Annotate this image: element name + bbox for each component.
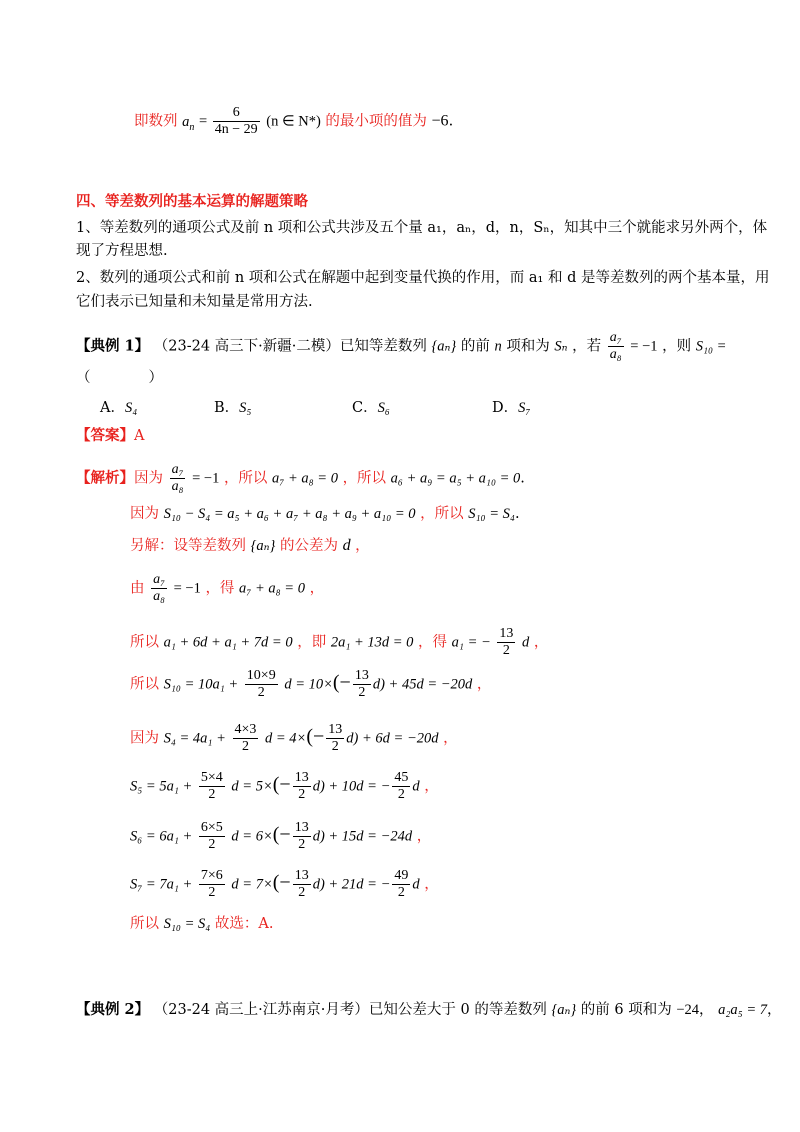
analysis-l10-fraction: $\frac{7\times 6}{2}$ — [200, 868, 223, 900]
analysis-l7-rhs: d) + 6d = −20d — [346, 730, 439, 747]
analysis-l9-end: ， — [416, 828, 432, 845]
example2-question — [76, 1000, 782, 1020]
analysis-l2-result: S₁₀ = S₄ — [468, 506, 515, 522]
option-a-value: S₄ — [124, 400, 138, 416]
header-domain: (n ∈ N*) — [266, 113, 321, 130]
analysis-line-4 — [130, 572, 324, 605]
section-p1-line2: 现了方程思想. — [76, 243, 168, 259]
example1-tag: 【典例 1】 — [76, 337, 150, 355]
option-c-label: C． — [352, 400, 378, 416]
analysis-l5-fraction: $\frac{13}{2}$ — [499, 626, 514, 658]
analysis-l9-paren: (− — [272, 823, 291, 846]
analysis-l9-rhs: d) + 15d = −24d — [312, 828, 413, 845]
analysis-l5-end: ， — [533, 634, 549, 651]
analysis-l9-mid: d = 6× — [231, 828, 273, 845]
example1-mid2: 项和为 — [506, 338, 550, 355]
analysis-l7-because: 因为 — [130, 730, 159, 747]
analysis-l1-eq: = −1 — [192, 470, 220, 487]
example1-s10: S₁₀ = — [695, 338, 727, 355]
analysis-l11-choice: 故选：A. — [214, 916, 274, 932]
analysis-l7-end: ， — [443, 730, 458, 747]
analysis-l2-end: . — [514, 506, 520, 522]
example1-question — [76, 330, 726, 363]
header-line — [134, 105, 453, 138]
header-seq: $a_n$ — [182, 113, 195, 133]
analysis-l7-lhs: S₄ = 4a₁ + — [163, 730, 226, 747]
example1-eq: = −1 — [630, 338, 658, 355]
analysis-l7-fraction2: $\frac{13}{2}$ — [328, 722, 343, 754]
analysis-l10-fraction3: $\frac{49}{2}$ — [394, 868, 409, 900]
analysis-l4-expr: a₇ + a₈ = 0 — [239, 580, 305, 597]
analysis-l1-expr2: a₆ + a₉ = a₅ + a₁₀ = 0 — [390, 470, 521, 487]
analysis-l10-d: d — [412, 876, 420, 893]
analysis-l5-so: 所以 — [130, 634, 159, 651]
option-d-value: S₇ — [518, 400, 531, 416]
analysis-l5-a1: a₁ = − — [451, 634, 491, 651]
answer-tag: 【答案】 — [76, 427, 134, 444]
option-a[interactable] — [100, 396, 137, 417]
analysis-line-1 — [76, 462, 525, 495]
example2-comma: ， — [699, 1002, 714, 1018]
analysis-line-3 — [130, 536, 370, 556]
analysis-l1-so: ，所以 — [223, 470, 268, 487]
analysis-l7-paren: (− — [306, 725, 325, 748]
example2-tag: 【典例 2】 — [76, 1001, 150, 1018]
section-p1-line1: 1、等差数列的通项公式及前 n 项和公式共涉及五个量 a₁，aₙ，d，n，Sₙ，知其中三个就能求另外两个，体 — [76, 220, 768, 236]
analysis-l2-expr: S₁₀ − S₄ = a₅ + a₆ + a₇ + a₈ + a₉ + a₁₀ = 0 — [163, 506, 416, 522]
analysis-l3-alt: 另解：设等差数列 — [130, 538, 246, 554]
example1-n: n — [494, 338, 502, 355]
analysis-l9-fraction: $\frac{6\times 5}{2}$ — [200, 820, 223, 852]
section-p2-line2: 它们表示已知量和未知量是常用方法. — [76, 294, 313, 310]
example1-seq: {aₙ} — [431, 338, 457, 355]
analysis-l10-lhs: S₇ = 7a₁ + — [130, 876, 193, 893]
analysis-l6-fraction: $\frac{10\times 9}{2}$ — [246, 668, 276, 700]
analysis-l3-end: ， — [355, 538, 370, 554]
analysis-l6-fraction2: $\frac{13}{2}$ — [354, 668, 369, 700]
example1-then: ，则 — [662, 338, 692, 355]
analysis-l4-fraction: $\frac{\text{a₇}}{\text{a₈}}$ — [153, 572, 165, 604]
option-d[interactable] — [492, 396, 530, 417]
analysis-line-2 — [130, 504, 520, 524]
example2-end: ， — [767, 1002, 782, 1018]
option-a-label: A． — [100, 400, 125, 416]
header-eq: = — [198, 113, 211, 130]
analysis-line-5 — [130, 626, 548, 659]
analysis-l5-expr2: 2a₁ + 13d = 0 — [330, 634, 414, 651]
analysis-l4-get: ，得 — [205, 580, 235, 597]
analysis-l8-d: d — [412, 778, 420, 795]
example2-seq: {aₙ} — [551, 1002, 577, 1018]
analysis-l5-expr1: a₁ + 6d + a₁ + 7d = 0 — [163, 634, 293, 651]
analysis-l6-end: ， — [476, 676, 492, 693]
example1-source: （23-24 高三下·新疆·二模）已知等差数列 — [153, 338, 427, 355]
analysis-l2-so: ，所以 — [420, 506, 464, 522]
answer-line — [76, 426, 144, 446]
analysis-l10-mid: d = 7× — [231, 876, 273, 893]
example1-fraction: $\frac{\text{a₇}}{\text{a₈}}$ — [609, 330, 622, 362]
analysis-l10-end: ， — [424, 876, 439, 893]
analysis-l10-paren: (− — [272, 871, 291, 894]
analysis-line-10 — [130, 868, 439, 901]
analysis-l8-rhs: d) + 10d = − — [312, 778, 391, 795]
option-c-value: S₆ — [377, 400, 390, 416]
analysis-l8-mid: d = 5× — [231, 778, 273, 795]
analysis-l8-paren: (− — [272, 773, 291, 796]
analysis-l11-so: 所以 — [130, 916, 159, 932]
header-suffix: 的最小项的值为 — [325, 113, 427, 130]
analysis-l4-eq: = −1 — [173, 580, 201, 597]
analysis-l3-d: d — [342, 537, 351, 554]
analysis-l9-fraction2: $\frac{13}{2}$ — [294, 820, 309, 852]
analysis-l6-mid: d = 10× — [284, 676, 333, 693]
analysis-l1-end: . — [520, 470, 525, 487]
header-end: . — [448, 113, 454, 130]
analysis-l6-so: 所以 — [130, 676, 159, 693]
analysis-line-7 — [130, 722, 458, 755]
analysis-l7-fraction: $\frac{4\times 3}{2}$ — [234, 722, 257, 754]
analysis-l5-d: d — [522, 634, 530, 651]
analysis-l5-ie: ，即 — [297, 634, 327, 651]
analysis-l8-lhs: S₅ = 5a₁ + — [130, 778, 193, 795]
analysis-line-11 — [130, 914, 273, 934]
analysis-l2-because: 因为 — [130, 506, 159, 522]
example1-mid: 的前 — [460, 338, 490, 355]
section-p2-line1: 2、数列的通项公式和前 n 项和公式在解题中起到变量代换的作用，而 a₁ 和 d 是等差数列的两个基本量，用 — [76, 270, 770, 286]
option-d-label: D． — [492, 400, 519, 416]
example1-paren: （ ） — [76, 370, 163, 386]
analysis-l3-diff: 的公差为 — [279, 538, 338, 554]
option-b[interactable] — [214, 396, 251, 417]
analysis-l1-expr1: a₇ + a₈ = 0 — [272, 470, 338, 487]
example2-expr: a₂a₅ = 7 — [718, 1002, 768, 1018]
analysis-tag: 【解析】 — [76, 469, 134, 487]
option-c[interactable] — [352, 396, 390, 417]
analysis-l4-end: ， — [309, 580, 325, 597]
option-b-value: S₅ — [239, 400, 252, 416]
analysis-l6-rhs: d) + 45d = −20d — [372, 676, 473, 693]
analysis-l6-paren: (− — [332, 671, 351, 694]
analysis-l8-fraction2: $\frac{13}{2}$ — [294, 770, 309, 802]
header-prefix: 即数列 — [134, 113, 178, 130]
analysis-line-6 — [130, 668, 491, 701]
analysis-l1-fraction: $\frac{\text{a₇}}{\text{a₈}}$ — [171, 462, 184, 494]
example1-sn: Sₙ — [554, 338, 568, 355]
analysis-l10-fraction2: $\frac{13}{2}$ — [294, 868, 309, 900]
analysis-l9-lhs: S₆ = 6a₁ + — [130, 828, 193, 845]
header-fraction: $\frac{6}{4n - 29}$ — [214, 105, 258, 137]
analysis-line-8 — [130, 770, 439, 803]
analysis-l3-seq: {aₙ} — [250, 538, 276, 554]
analysis-line-9 — [130, 820, 431, 853]
analysis-l11-expr: S₁₀ = S₄ — [163, 916, 211, 932]
header-value: −6 — [431, 112, 449, 130]
analysis-l10-rhs: d) + 21d = − — [312, 876, 391, 893]
example2-mid: 的前 6 项和为 — [580, 1002, 672, 1018]
analysis-l8-end: ， — [424, 778, 439, 795]
analysis-l1-so2: ，所以 — [342, 470, 387, 487]
section-title: 四、等差数列的基本运算的解题策略 — [76, 194, 308, 210]
example2-value: −24 — [676, 1002, 700, 1018]
analysis-l7-mid: d = 4× — [265, 730, 307, 747]
analysis-l8-fraction3: $\frac{45}{2}$ — [394, 770, 409, 802]
analysis-l6-lhs: S₁₀ = 10a₁ + — [163, 676, 239, 693]
option-b-label: B． — [214, 400, 240, 416]
analysis-l5-get: ，得 — [418, 634, 448, 651]
example1-comma: ，若 — [572, 338, 602, 355]
analysis-l1-because: 因为 — [134, 470, 163, 487]
example2-source: （23-24 高三上·江苏南京·月考）已知公差大于 0 的等差数列 — [153, 1002, 547, 1018]
analysis-l4-from: 由 — [130, 580, 145, 597]
analysis-l8-fraction: $\frac{5\times 4}{2}$ — [200, 770, 223, 802]
answer-value: A — [134, 428, 145, 444]
